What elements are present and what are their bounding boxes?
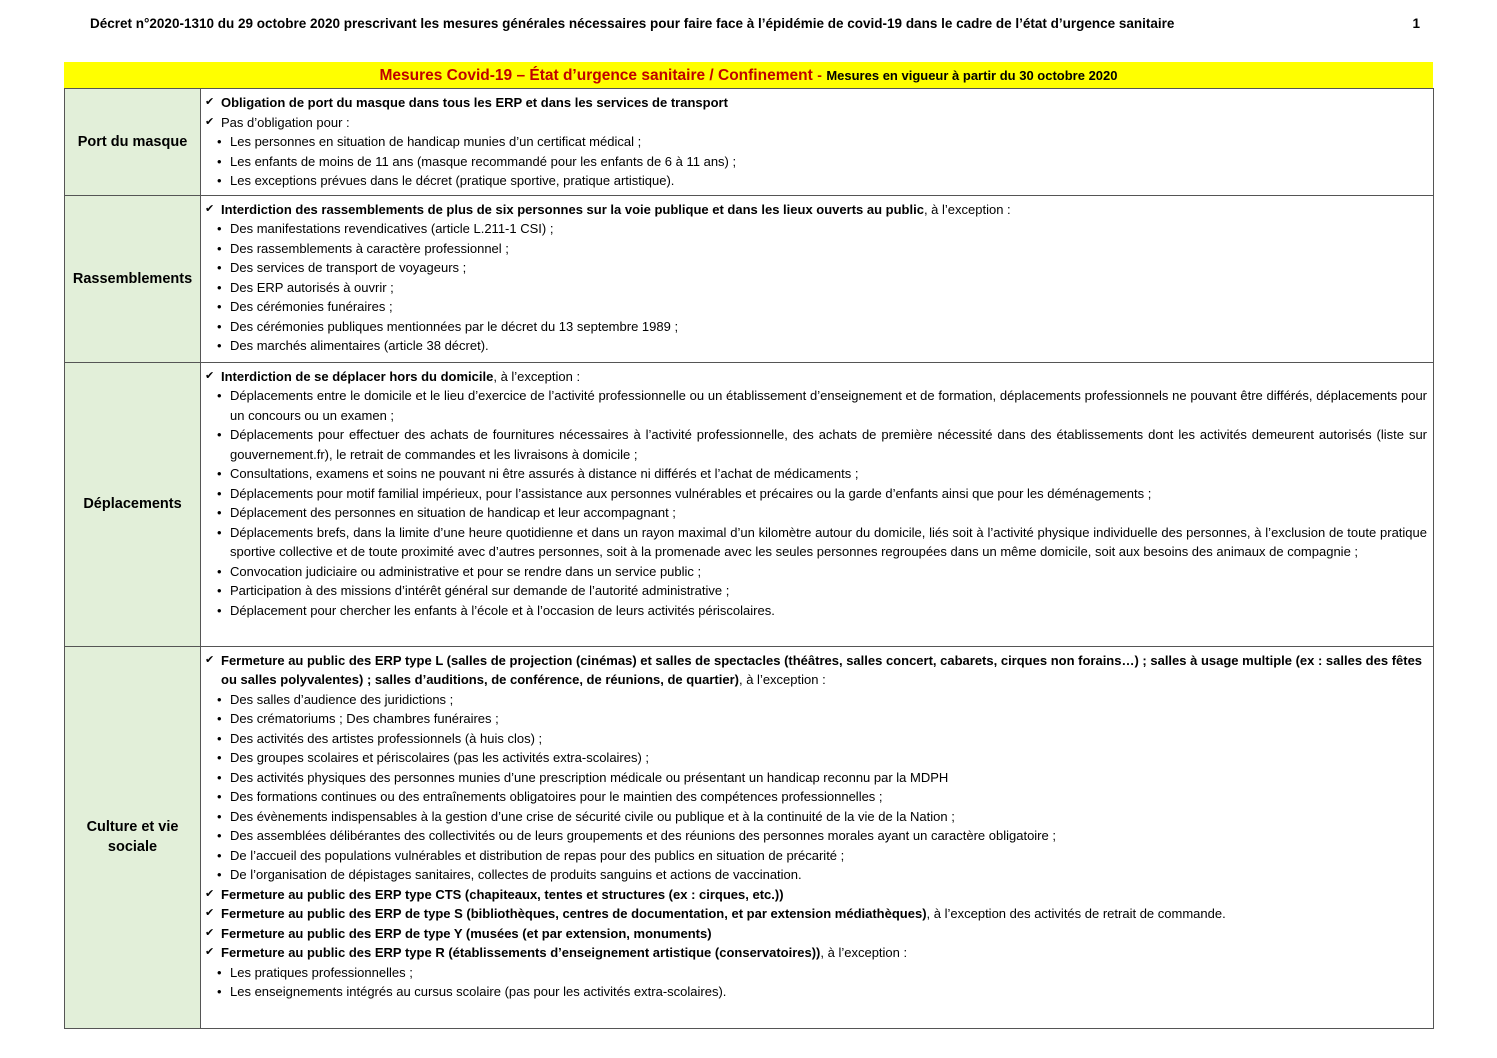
measure-list [205,93,1427,191]
category-cell [65,362,201,646]
banner-title: Mesures Covid-19 – État d’urgence sanitaire / Confinement [379,67,813,84]
table-row [65,362,1434,646]
table-row [65,646,1434,1028]
exception-item: • Des marchés alimentaires (article 38 décret). [205,336,1427,356]
exception-item: • Les enseignements intégrés au cursus scolaire (pas pour les activités extra-scolaires). [205,982,1427,1002]
exception-item: • De l’accueil des populations vulnérables et distribution de repas pour des publics en situation de précarité ; [205,846,1427,866]
exception-item: • De l’organisation de dépistages sanitaires, collectes de produits sanguins et actions de vaccination. [205,865,1427,885]
exception-item: • Consultations, examens et soins ne pouvant ni être assurés à distance ni différés et l’achat de médicaments ; [205,464,1427,484]
measure-headline: Fermeture au public des ERP type R (établissements d’enseignement artistique (conservatoires)) [221,945,821,960]
banner-separator: - [817,67,822,83]
measure-detail: , à l’exception : [923,201,1011,217]
document-title: Décret n°2020-1310 du 29 octobre 2020 prescrivant les mesures générales nécessaires pour faire face à l’épidémie de covid-19 dans le cadre de l’état d’urgence sanitaire [90,16,1175,31]
measure-headline: Obligation de port du masque dans tous les ERP et dans les services de transport [221,95,728,110]
exception-group [205,386,1427,620]
measure-list [205,651,1427,1002]
exception-group [205,690,1427,885]
banner-subtitle: Mesures en vigueur à partir du 30 octobre 2020 [826,68,1118,83]
measure-item [205,200,1427,220]
measure-item [205,943,1427,963]
measure-headline: Interdiction de se déplacer hors du domicile [221,368,494,384]
category-label: Culture et vie sociale [86,819,179,855]
exception-group [205,963,1427,1002]
exception-group [205,219,1427,356]
exception-item: • Déplacements pour effectuer des achats de fournitures nécessaires à l’activité professionnelle, des achats de première nécessité dans des établissements dont les activités demeurent autorisés (liste sur gouvernement.fr), le retrait de commandes et les livraisons à domicile ; [205,425,1427,464]
category-label: Port du masque [77,133,188,150]
category-label: Rassemblements [72,270,193,287]
measures-banner [64,62,1433,88]
exception-item: • Convocation judiciaire ou administrative et pour se rendre dans un service public ; [205,562,1427,582]
exception-item: • Les enfants de moins de 11 ans (masque recommandé pour les enfants de 6 à 11 ans) ; [205,152,1427,172]
measure-headline: Fermeture au public des ERP de type S (bibliothèques, centres de documentation, et par extension médiathèques) [221,906,927,921]
measure-item [205,651,1427,690]
category-cell [65,195,201,362]
measure-item [205,924,1427,944]
measures-cell [201,89,1434,196]
page-number: 1 [1412,16,1420,31]
measure-list [205,367,1427,621]
exception-item: • Déplacements entre le domicile et le lieu d’exercice de l’activité professionnelle ou un établissement d’enseignement et de formation, déplacements professionnels ne pouvant être différés, déplacements pour un concours ou un examen ; [205,386,1427,425]
measure-item [205,885,1427,905]
measures-cell [201,362,1434,646]
measure-detail: , à l’exception : [820,945,908,960]
measure-headline: Interdiction des rassemblements de plus de six personnes sur la voie publique et dans les lieux ouverts au public [221,201,924,217]
exception-item: • Des manifestations revendicatives (article L.211-1 CSI) ; [205,219,1427,239]
measure-item [205,367,1427,387]
measures-table [64,88,1434,1029]
document-header [90,16,1420,36]
table-row [65,195,1434,362]
exception-item: • Des activités des artistes professionnels (à huis clos) ; [205,729,1427,749]
exception-list [205,386,1427,620]
measures-cell [201,195,1434,362]
exception-item: • Déplacements pour motif familial impérieux, pour l’assistance aux personnes vulnérables et précaires ou la garde d’enfants ainsi que pour les déménagements ; [205,484,1427,504]
exception-item: • Des ERP autorisés à ouvrir ; [205,278,1427,298]
measure-detail: , à l’exception : [493,368,581,384]
exception-list [205,963,1427,1002]
exception-group [205,132,1427,191]
measure-headline: Fermeture au public des ERP type CTS (chapiteaux, tentes et structures (ex : cirques, etc.)) [221,886,784,902]
measure-item [205,904,1427,924]
category-cell [65,646,201,1028]
exception-item: • Des crématoriums ; Des chambres funéraires ; [205,709,1427,729]
measure-item [205,93,1427,113]
measure-detail: Pas d’obligation pour : [221,114,350,130]
exception-item: • Des évènements indispensables à la gestion d’une crise de sécurité civile ou publique et à la continuité de la vie de la Nation ; [205,807,1427,827]
exception-item: • Déplacement pour chercher les enfants à l’école et à l’occasion de leurs activités périscolaires. [205,601,1427,621]
exception-item: • Déplacement des personnes en situation de handicap et leur accompagnant ; [205,503,1427,523]
exception-item: • Des cérémonies funéraires ; [205,297,1427,317]
exception-item: • Déplacements brefs, dans la limite d’une heure quotidienne et dans un rayon maximal d’un kilomètre autour du domicile, liés soit à l’activité physique individuelle des personnes, à l’exclusion de toute pratique sportive collective et de toute proximité avec d’autres personnes, soit à la promenade avec les seules personnes regroupées dans un même domicile, soit aux besoins des animaux de compagnie ; [205,523,1427,562]
exception-item: • Des groupes scolaires et périscolaires (pas les activités extra-scolaires) ; [205,748,1427,768]
measure-detail: , à l’exception des activités de retrait de commande. [926,906,1226,921]
measure-list [205,200,1427,356]
exception-item: • Des formations continues ou des entraînements obligatoires pour le maintien des compétences professionnelles ; [205,787,1427,807]
exception-list [205,132,1427,191]
measure-headline: Fermeture au public des ERP de type Y (musées (et par extension, monuments) [221,925,712,941]
exception-item: • Des cérémonies publiques mentionnées par le décret du 13 septembre 1989 ; [205,317,1427,337]
exception-item: • Des rassemblements à caractère professionnel ; [205,239,1427,259]
exception-item: • Des activités physiques des personnes munies d’une prescription médicale ou présentant un handicap reconnu par la MDPH [205,768,1427,788]
measure-item [205,113,1427,133]
table-row [65,89,1434,196]
exception-item: • Les exceptions prévues dans le décret (pratique sportive, pratique artistique). [205,171,1427,191]
exception-list [205,690,1427,885]
measure-detail: , à l’exception : [738,672,826,687]
exception-item: • Participation à des missions d’intérêt général sur demande de l’autorité administrative ; [205,581,1427,601]
exception-list [205,219,1427,356]
exception-item: • Les pratiques professionnelles ; [205,963,1427,983]
exception-item: • Des salles d’audience des juridictions ; [205,690,1427,710]
exception-item: • Les personnes en situation de handicap munies d’un certificat médical ; [205,132,1427,152]
exception-item: • Des assemblées délibérantes des collectivités ou de leurs groupements et des réunions des personnes morales ayant un caractère obligatoire ; [205,826,1427,846]
measure-headline: Fermeture au public des ERP type L (salles de projection (cinémas) et salles de spectacles (théâtres, salles concert, cabarets, cirques non forains…) ; salles à usage multiple (ex : salles des fêtes ou salles polyvalentes) ; salles d’auditions, de conférence, de réunions, de quartier) [221,652,1423,687]
exception-item: • Des services de transport de voyageurs ; [205,258,1427,278]
category-cell [65,89,201,196]
measures-cell [201,646,1434,1028]
category-label: Déplacements [83,496,182,512]
measures-table-body [65,89,1434,1029]
